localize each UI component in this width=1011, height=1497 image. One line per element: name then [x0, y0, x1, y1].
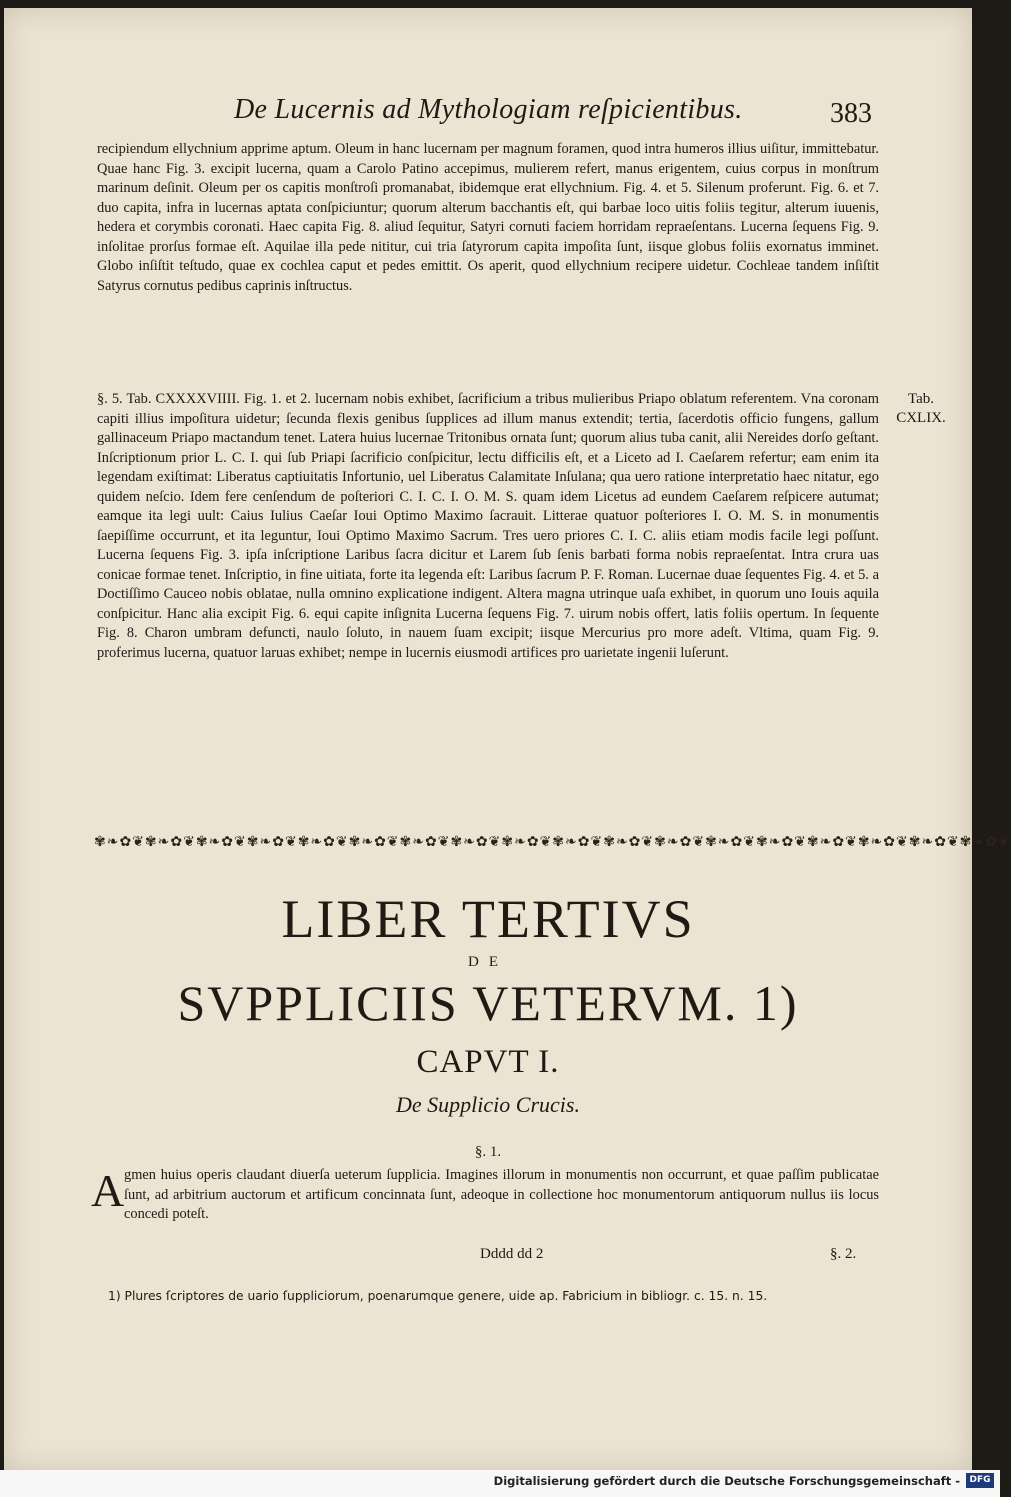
chapter-subtitle: De Supplicio Crucis.	[396, 1092, 580, 1117]
running-title: De Lucernis ad Mythologiam reſpicientibus.	[234, 94, 743, 125]
margin-note-line-1: Tab.	[907, 391, 935, 407]
section-mark: §. 1.	[474, 1144, 502, 1160]
paragraph-3: gmen huius operis claudant diuerſa ueterum ſupplicia. Imagines illorum in monumentis non occurrunt, et quae paſſim publicatae ſunt, ad arbitrium auctorum et artificum concinnata ſunt, adeoque in collectione hoc monumentorum antiquorum nullus iis locus concedi poteſt.	[124, 1167, 879, 1222]
subject-title: SVPPLICIIS VETERVM. 1)	[177, 975, 799, 1031]
paragraph-2: §. 5. Tab. CXXXXVIIII. Fig. 1. et 2. lucernam nobis exhibet, ſacrificium a tribus mulieribus Priapo oblatum referentem. Vna coronam capiti illius impoſitura uidetur; ſecunda flexis genibus ſupplices ad illum manus extendit; tertia, ſacerdotis officio fungens, gallum gallinaceum Priapo mactandum tenet. Latera huius lucernae Tritonibus ornata ſunt; quorum alius tuba canit, alii Nereides dorſo geſtant. Inſcriptionum prior L. C. I. qui ſub Priapi ſacrificio conſpicitur, lectu difficilis eſt, et a Liceto ad I. Caeſarem refertur; eam enim ita legendam exiſtimat: Liberatus captiuitatis Infortunio, uel Liberatus Calamitate Inſulana; qua uero ratione interpretatio haec nitatur, ego quidem neſcio. Idem fere cenſendum de poſteriori C. I. C. I. O. M. S. quam idem Licetus ad eundem Caeſarem reſpicere autumat; eamque ita legi uult: Caius Iulius Caeſar Ioui Optimo Maximo ſacrauit. Litterae quatuor poſteriores I. O. M. S. in monumentis ſaepiſſime occurrunt, et ita leguntur, Ioui Optimo Maximo Sacrum. Tres uero priores C. I. C. aliis etiam modis facile legi poſſunt. Lucerna ſequens Fig. 3. ipſa inſcriptione Laribus ſacra dicitur et Larem ſub ſenis barbati forma nobis repraeſentat. Intra crura uas conicae formae tenet. Inſcriptio, in fine uitiata, forte ita legenda eſt: Laribus ſacrum P. F. Roman. Lucernae duae ſequentes Fig. 4. et 5. a Doctiſſimo Cauceo nobis oblatae, nulla omnino explicatione indigent. Altera magna utrinque uaſa exhibet, in quorum uno Iouis aquila conſpicitur. Hanc alia excipit Fig. 6. equi capite inſignita Lucerna ſequens Fig. 7. uirum nobis offert, latis foliis opertum. In ſequente Fig. 8. Charon umbram defuncti, naulo ſoluto, in nauem ſuam excipit; iisque Mercurius pro more adeſt. Vltima, quam Fig. 9. proferimus lucerna, quatuor laruas exhibet; nempe in lucernis eiusmodi artifices pro uarietate ingenii luſerunt.	[97, 391, 879, 661]
footnote: 1) Plures ſcriptores de uario ſuppliciorum, poenarumque genere, uide ap. Fabricium in bibliogr. c. 15. n. 15.	[108, 1289, 768, 1303]
dfg-logo: DFG	[966, 1473, 994, 1488]
funding-credit: Digitalisierung gefördert durch die Deutsche Forschungsgemeinschaft -	[493, 1474, 960, 1488]
margin-note-line-2: CXLIX.	[896, 410, 946, 426]
drop-cap: A	[91, 1165, 125, 1216]
signature-mark: Dddd dd 2	[480, 1246, 544, 1262]
book-title: LIBER TERTIVS	[281, 889, 695, 949]
margin-note	[886, 390, 956, 428]
scanned-page	[4, 8, 1011, 1471]
ornamental-border: ✾❧✿❦✾❧✿❦✾❧✿❦✾❧✿❦✾❧✿❦✾❧✿❦✾❧✿❦✾❧✿❦✾❧✿❦✾❧✿❦✾❧✿❦✾❧✿❦✾❧✿❦✾❧✿❦✾❧✿❦✾❧✿❦✾❧✿❦✾❧✿❦	[94, 834, 1011, 850]
catchword: §. 2.	[830, 1246, 857, 1262]
page-header	[4, 94, 972, 134]
chapter-heading: CAPVT I.	[416, 1044, 560, 1080]
credit-strip	[0, 1470, 1000, 1497]
book-title-de: DE	[468, 954, 508, 970]
paragraph-1: recipiendum ellychnium apprime aptum. Oleum in hanc lucernam per magnum foramen, quod intra humeros illius uiſitur, immittebatur. Quae hanc Fig. 3. excipit lucerna, quam a Carolo Patino accepimus, mulierem refert, manus erigentem, cuius corpus in monſtrum marinum deſinit. Oleum per os capitis monſtroſi promanabat, ibidemque erat ellychnium. Fig. 4. et 5. Silenum proferunt. Fig. 6. et 7. duo capita, infra in lucernas aptata conſpiciuntur; quorum alterum bacchantis eſt, qui barbae loco uitis foliis tegitur, alterum iuuenis, hedera et corymbis coronati. Haec capita Fig. 8. aliud ſequitur, Satyri cornuti faciem horridam repraeſentans. Lucerna ſequens Fig. 9. inſolitae prorſus formae eſt. Aquilae illa pede nititur, cui tria ſatyrorum capita impoſita ſunt, iisque globus foliis exornatus imminet. Globo inſiſtit teſtudo, quae ex cochlea caput et pedes emittit. Os aperit, quod ellychnium recipere uidetur. Cochleae tandem inſiſtit Satyrus cornutus pedibus caprinis inſtructus.	[97, 141, 879, 294]
page-number: 383	[830, 98, 872, 129]
